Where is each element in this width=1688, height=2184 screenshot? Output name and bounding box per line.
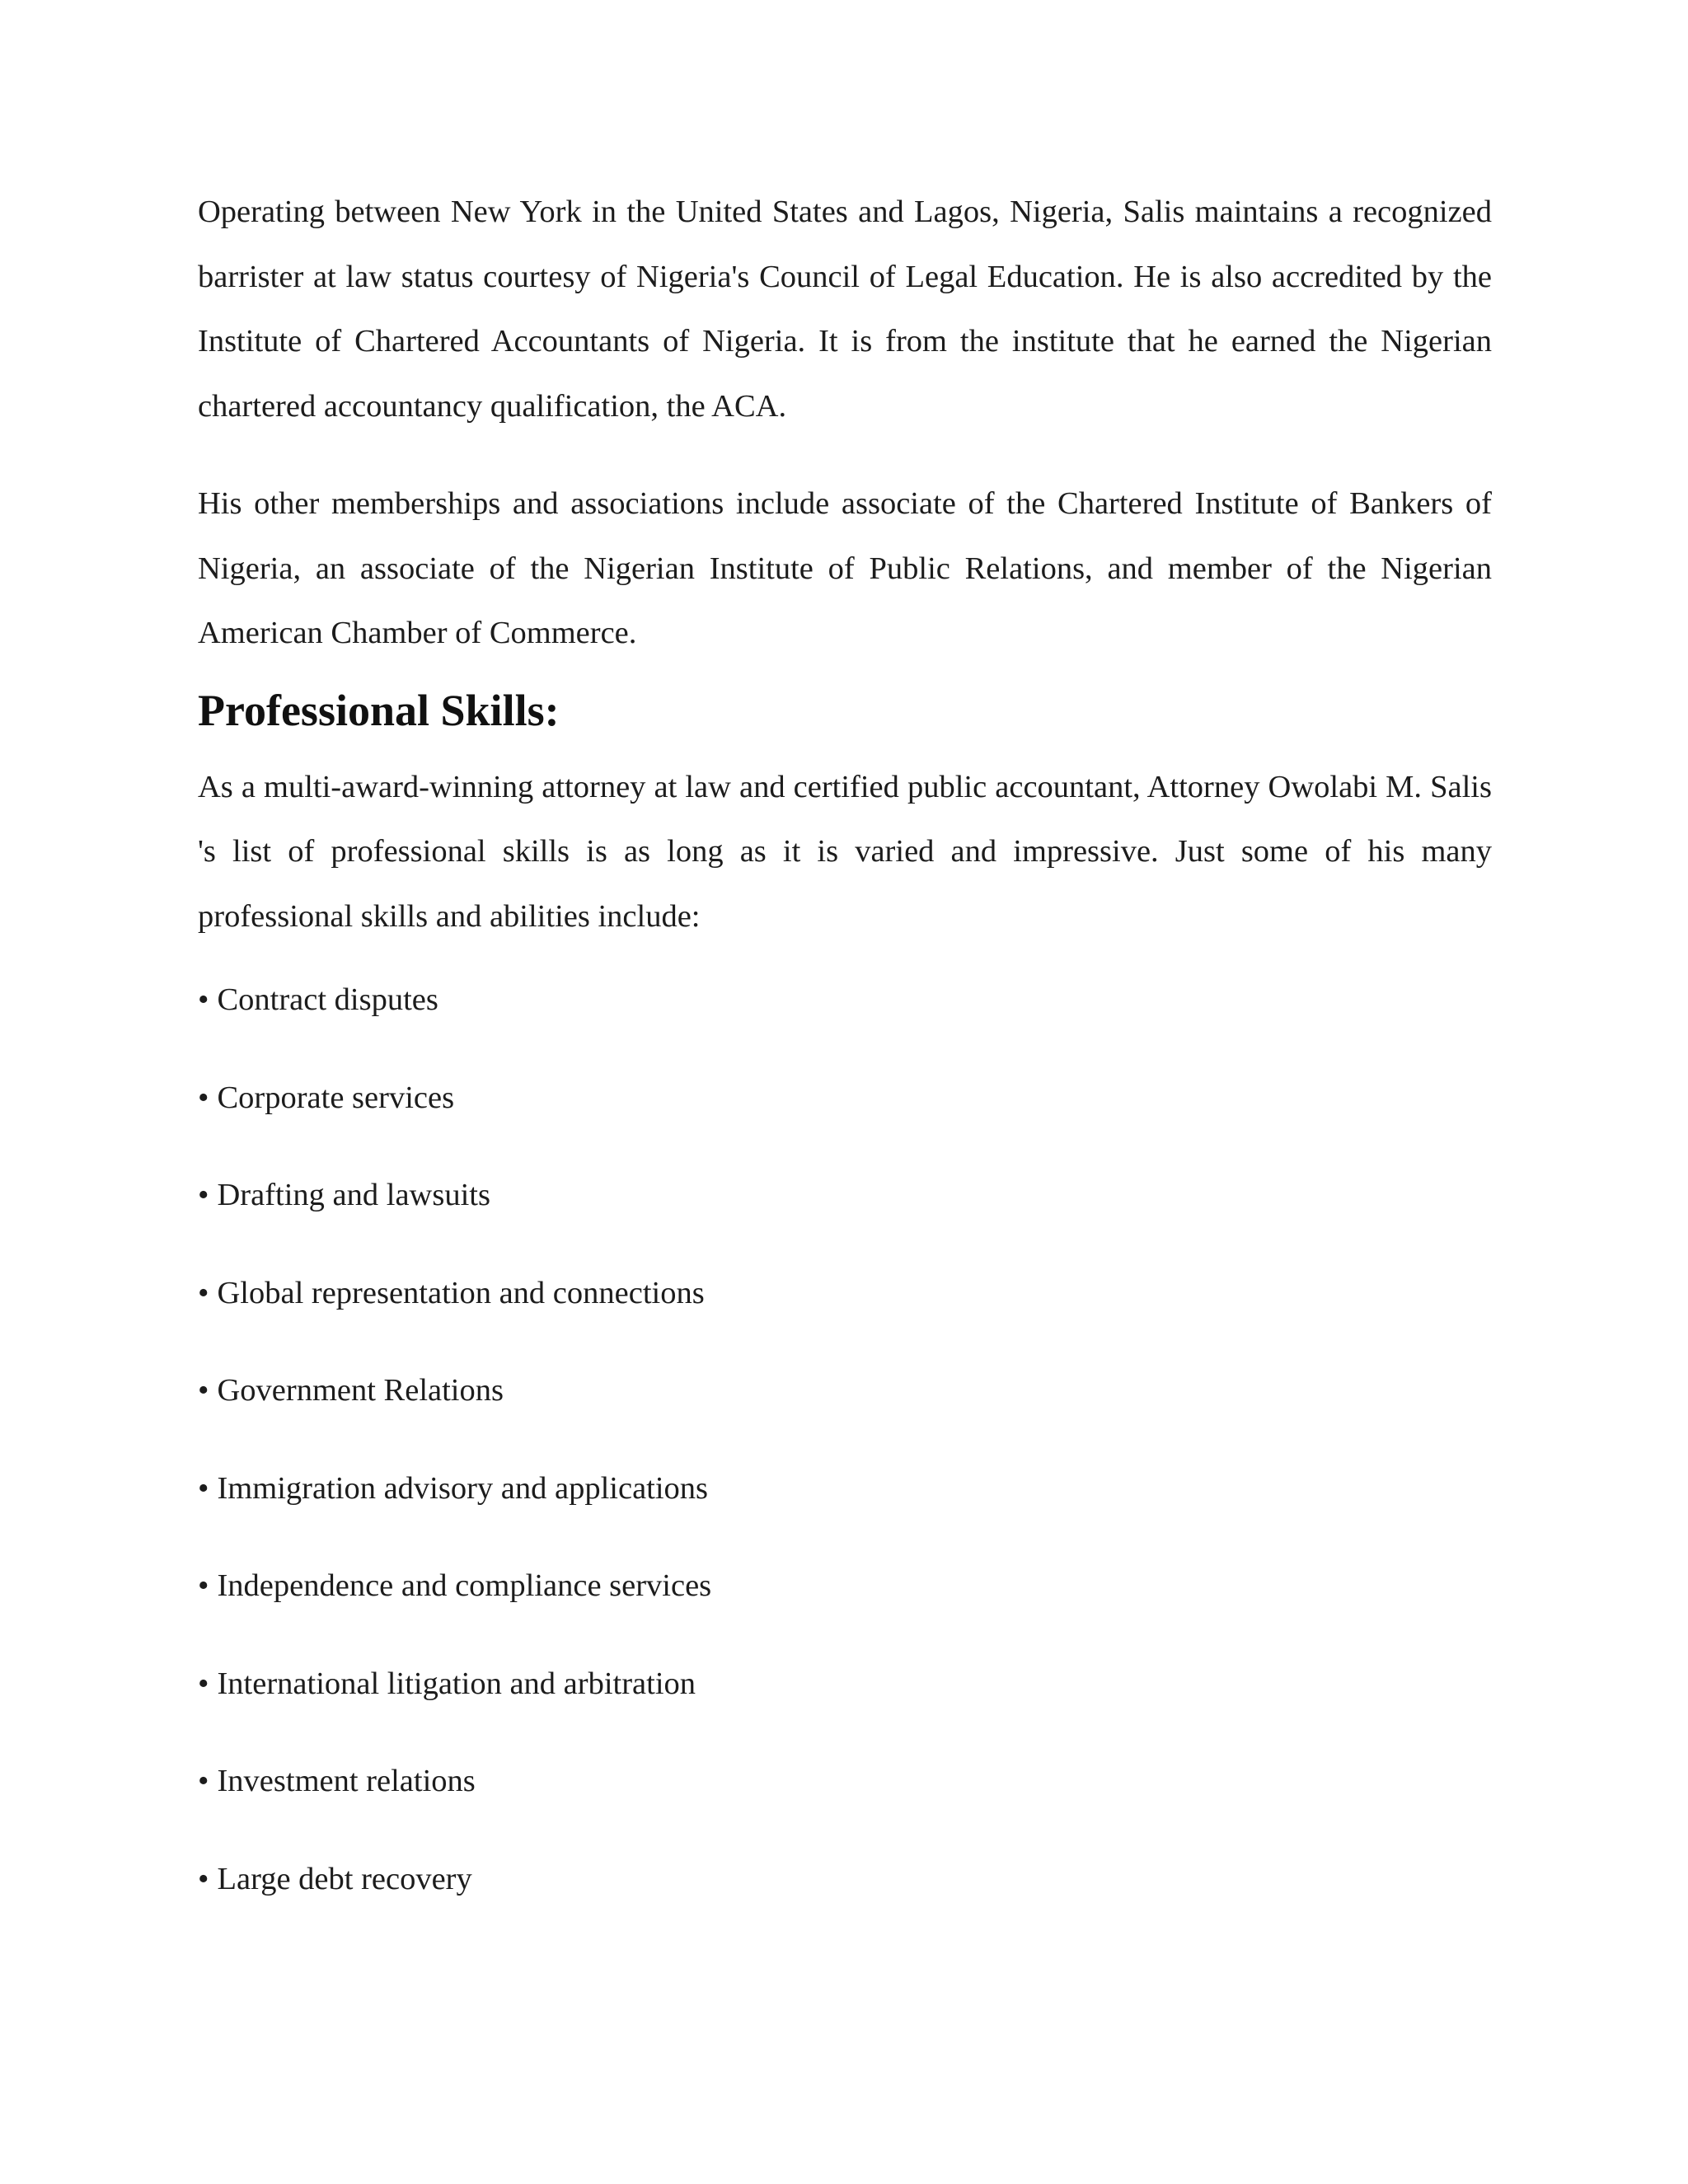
bullet-icon: •: [198, 1080, 209, 1115]
skill-label: Corporate services: [217, 1080, 455, 1115]
section-heading: Professional Skills:: [198, 685, 560, 735]
skill-label: Government Relations: [217, 1373, 504, 1408]
list-item: [198, 1859, 1492, 1899]
bullet-icon: •: [198, 1568, 209, 1603]
skill-label: International litigation and arbitration: [217, 1666, 696, 1701]
list-item: [198, 1469, 1492, 1508]
bullet-icon: •: [198, 1861, 209, 1896]
skill-label: Global representation and connections: [217, 1275, 705, 1310]
list-item: [198, 1175, 1492, 1215]
skill-label: Contract disputes: [217, 982, 438, 1017]
bullet-icon: •: [198, 982, 209, 1017]
skill-label: Investment relations: [217, 1764, 476, 1798]
bullet-icon: •: [198, 1275, 209, 1310]
list-item: [198, 1371, 1492, 1410]
skill-label: Independence and compliance services: [217, 1568, 712, 1603]
skills-intro-paragraph: As a multi-award-winning attorney at law and certified public accountant, Attorney Owolabi M. Salis 's list of professional skills is as long as it is varied and impressive. Just some of his many professional skills and abilities include:: [198, 769, 1492, 934]
list-item: [198, 1761, 1492, 1801]
skill-label: Drafting and lawsuits: [217, 1178, 490, 1212]
bullet-icon: •: [198, 1373, 209, 1408]
bullet-icon: •: [198, 1764, 209, 1798]
memberships-paragraph: His other memberships and associations include associate of the Chartered Institute of Bankers of Nigeria, an associate of the Nigerian Institute of Public Relations, and member of the Nigerian American Chamber of Commerce.: [198, 486, 1492, 650]
bullet-icon: •: [198, 1666, 209, 1701]
list-item: [198, 1273, 1492, 1313]
list-item: [198, 1078, 1492, 1118]
document-page: [198, 180, 1492, 1957]
skills-list: [198, 980, 1492, 1899]
list-item: [198, 1566, 1492, 1605]
skill-label: Immigration advisory and applications: [217, 1470, 709, 1506]
bullet-icon: •: [198, 1470, 209, 1506]
skill-label: Large debt recovery: [217, 1861, 472, 1896]
list-item: [198, 980, 1492, 1019]
bullet-icon: •: [198, 1178, 209, 1212]
list-item: [198, 1664, 1492, 1704]
intro-paragraph: Operating between New York in the United States and Lagos, Nigeria, Salis maintains a recognized barrister at law status courtesy of Nigeria's Council of Legal Education. He is also accredited by the Institute of Chartered Accountants of Nigeria. It is from the institute that he earned the Nigerian chartered accountancy qualification, the ACA.: [198, 194, 1492, 424]
